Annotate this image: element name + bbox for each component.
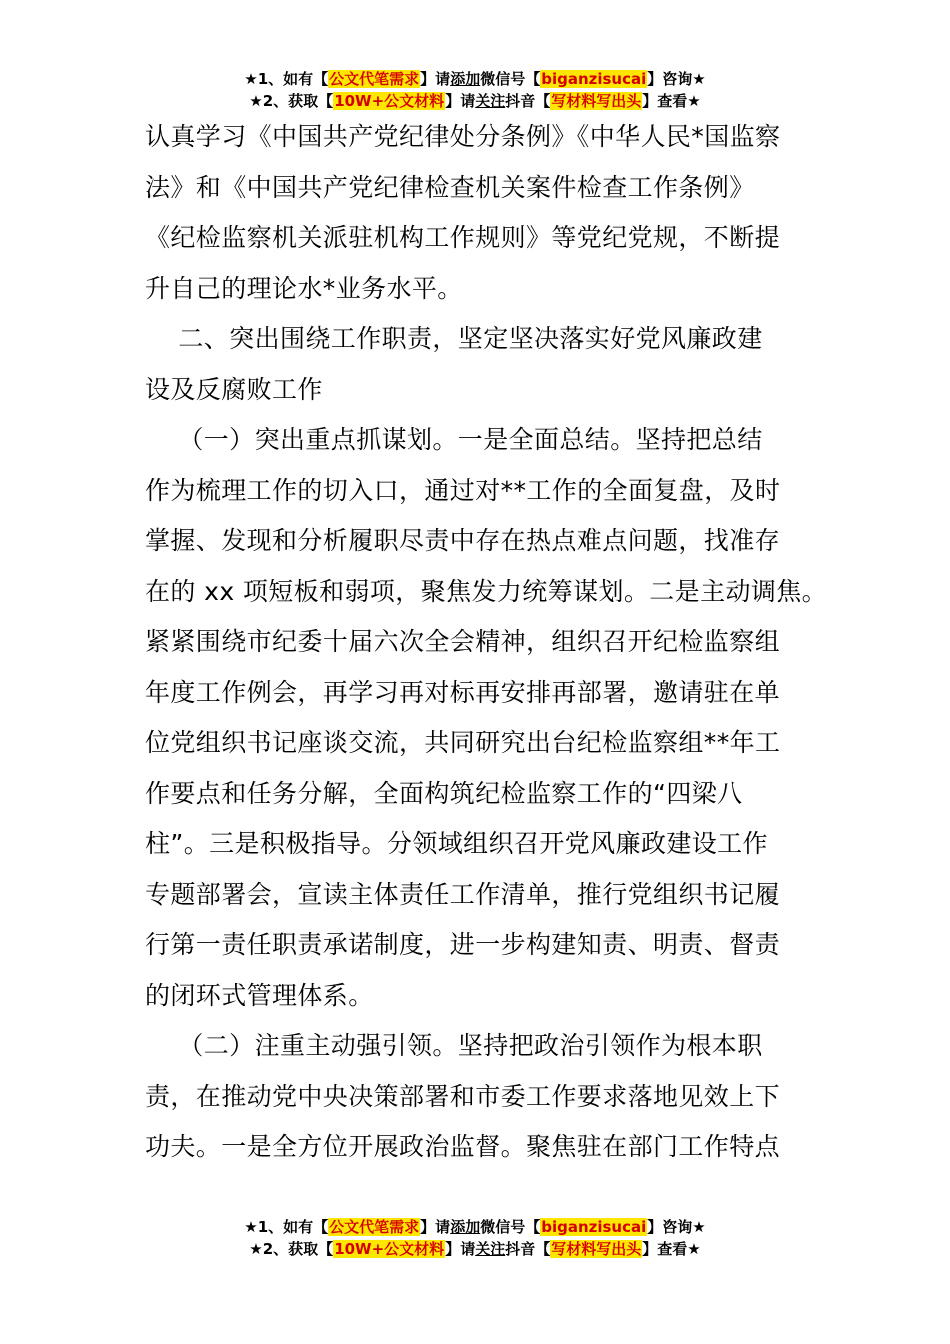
text-line: 位党组织书记座谈交流，共同研究出台纪检监察组**年工	[145, 728, 781, 757]
banner-line-1: ★1、如有【公文代笔需求】请添加微信号【biganzisucai】咨询★	[244, 1218, 706, 1236]
text-line: 掌握、发现和分析履职尽责中存在热点难点问题，找准存	[145, 526, 781, 555]
text-line: 的闭环式管理体系。	[145, 980, 374, 1010]
banner-highlight: 写材料写出头	[551, 1240, 642, 1258]
document-body	[145, 112, 828, 1173]
text-line: （一）突出重点抓谋划。一是全面总结。坚持把总结	[145, 425, 763, 454]
text-line: 认真学习《中国共产党纪律处分条例》《中华人民*国监察	[145, 122, 781, 151]
text-line: 柱”。三是积极指导。分领域组织召开党风廉政建设工作	[145, 829, 768, 858]
banner-highlight: 10W+公文材料	[334, 1240, 445, 1258]
banner-line-1: ★1、如有【公文代笔需求】请添加微信号【biganzisucai】咨询★	[244, 70, 706, 88]
text-line: 《纪检监察机关派驻机构工作规则》等党纪党规，不断提	[145, 223, 781, 252]
footer-banner	[0, 1216, 950, 1260]
text-line: 功夫。一是全方位开展政治监督。聚焦驻在部门工作特点	[145, 1132, 781, 1161]
banner-highlight: biganzisucai	[541, 1218, 647, 1236]
banner-highlight: 公文代笔需求	[329, 70, 420, 88]
text-line: 作为梳理工作的切入口，通过对**工作的全面复盘，及时	[145, 475, 781, 505]
banner-highlight: 10W+公文材料	[334, 92, 445, 110]
text-line: 专题部署会，宣读主体责任工作清单，推行党组织书记履	[145, 879, 781, 909]
text-line: 法》和《中国共产党纪律检查机关案件检查工作条例》	[145, 172, 755, 202]
banner-highlight: biganzisucai	[541, 70, 647, 88]
section-heading: 设及反腐败工作	[145, 374, 323, 404]
text-line: 作要点和任务分解，全面构筑纪检监察工作的“四梁八	[145, 778, 743, 808]
text-line: 行第一责任职责承诺制度，进一步构建知责、明责、督责	[145, 930, 781, 959]
banner-line-2: ★2、获取【10W+公文材料】请关注抖音【写材料写出头】查看★	[249, 1240, 701, 1258]
text-line: 升自己的理论水*业务水平。	[145, 273, 463, 303]
text-line: 在的 xx 项短板和弱项，聚焦发力统筹谋划。二是主动调焦。	[145, 576, 828, 606]
header-banner	[0, 68, 950, 112]
section-heading: 二、突出围绕工作职责，坚定坚决落实好党风廉政建	[145, 324, 763, 353]
text-line: 责，在推动党中央决策部署和市委工作要求落地见效上下	[145, 1081, 781, 1111]
banner-highlight: 写材料写出头	[551, 92, 642, 110]
banner-highlight: 公文代笔需求	[329, 1218, 420, 1236]
text-line: 紧紧围绕市纪委十届六次全会精神，组织召开纪检监察组	[145, 627, 781, 656]
banner-line-2: ★2、获取【10W+公文材料】请关注抖音【写材料写出头】查看★	[249, 92, 701, 110]
text-line: 年度工作例会，再学习再对标再安排再部署，邀请驻在单	[145, 677, 781, 707]
text-line: （二）注重主动强引领。坚持把政治引领作为根本职	[145, 1031, 763, 1060]
